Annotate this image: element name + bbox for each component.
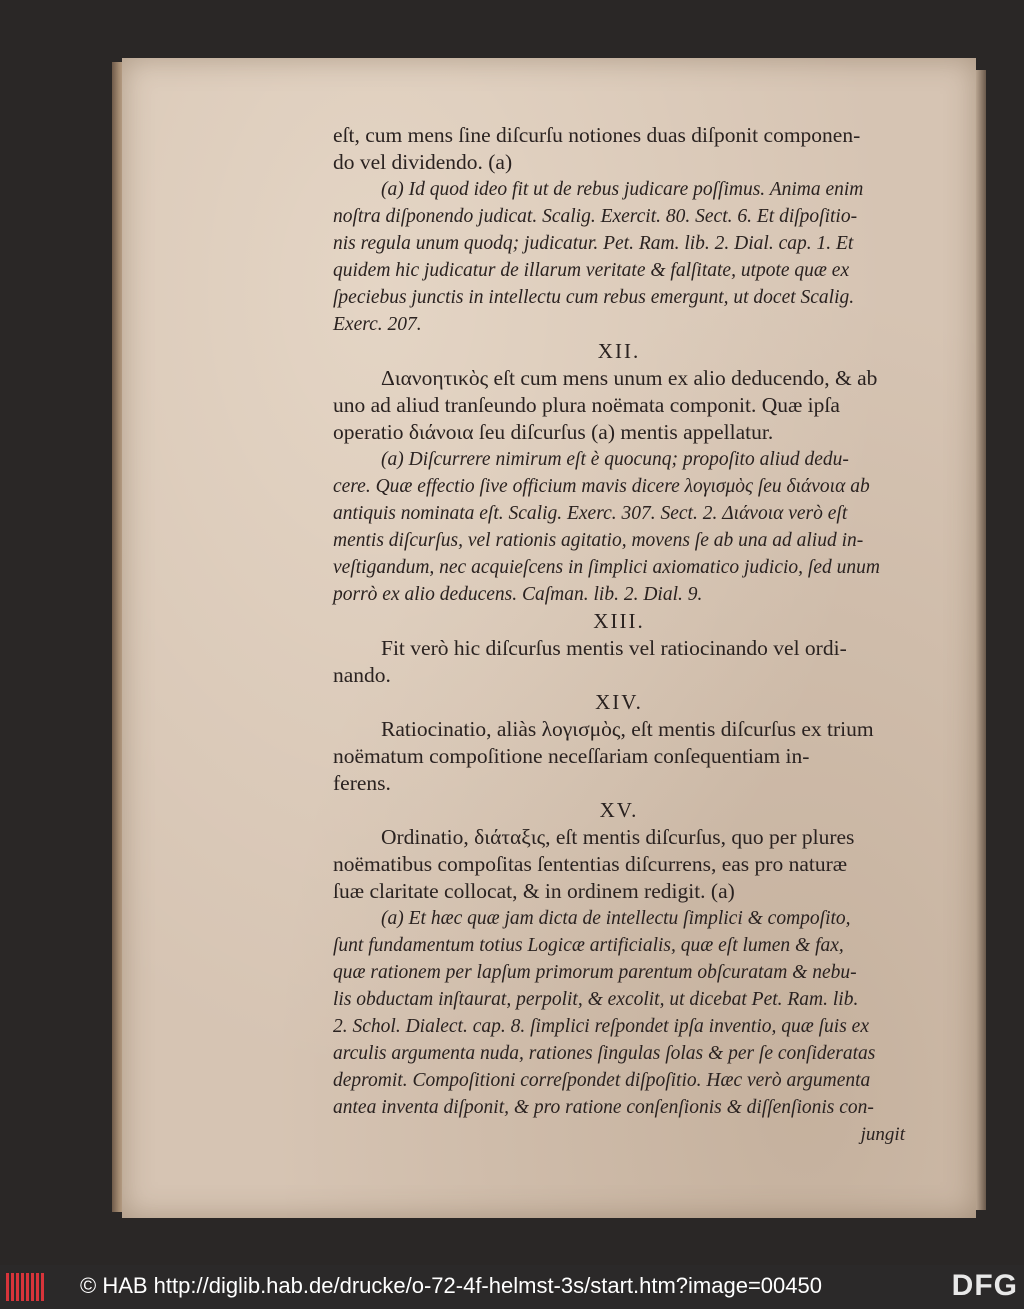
text-line: noëmatum compoſitione neceſſariam conſequentiam in- [333, 744, 810, 768]
text-line: do vel dividendo. (a) [333, 150, 513, 174]
note-line: veſtigandum, nec acquieſcens in ſimplici axiomatico judicio, ſed unum [333, 557, 880, 578]
page-right-edge [976, 70, 986, 1210]
note-line: 2. Schol. Dialect. cap. 8. ſimplici reſpondet ipſa inventio, quæ ſuis ex [333, 1016, 869, 1037]
note-line: cere. Quæ effectio ſive officium mavis dicere λογισμὸς ſeu διάνοια ab [333, 476, 870, 497]
note-line: antea inventa diſponit, & pro ratione conſenſionis & diſſenſionis con- [333, 1097, 874, 1118]
catchword: jungit [860, 1124, 905, 1145]
note-line: (a) Id quod ideo fit ut de rebus judicare poſſimus. Anima enim [381, 179, 864, 200]
text-line: operatio διάνοια ſeu diſcurſus (a) mentis appellatur. [333, 420, 774, 444]
note-line: quæ rationem per lapſum primorum parentum obſcuratam & nebu- [333, 962, 857, 983]
note-line: noſtra diſponendo judicat. Scalig. Exercit. 80. Sect. 6. Et diſpoſitio- [333, 206, 858, 227]
note-line: Exerc. 207. [333, 314, 422, 335]
note-line: depromit. Compoſitioni correſpondet diſpoſitio. Hæc verò argumenta [333, 1070, 871, 1091]
section-heading: XV. [599, 798, 639, 822]
note-line: nis regula unum quodq; judicatur. Pet. Ram. lib. 2. Dial. cap. 1. Et [333, 233, 854, 254]
text-line: uno ad aliud tranſeundo plura noëmata componit. Quæ ipſa [333, 393, 840, 417]
text-line: nando. [333, 663, 391, 687]
note-line: mentis diſcurſus, vel rationis agitatio, movens ſe ab una ad aliud in- [333, 530, 864, 551]
note-line: arculis argumenta nuda, rationes ſingulas ſolas & per ſe conſideratas [333, 1043, 876, 1064]
text-line: ſuæ claritate collocat, & in ordinem redigit. (a) [333, 879, 735, 903]
note-line: quidem hic judicatur de illarum veritate & falſitate, utpote quæ ex [333, 260, 850, 281]
note-line: porrò ex alio deducens. Caſman. lib. 2. Dial. 9. [333, 584, 703, 605]
text-line: Διανοητικὸς eſt cum mens unum ex alio deducendo, & ab [381, 366, 878, 390]
footer-credit[interactable]: © HAB http://diglib.hab.de/drucke/o-72-4f-helmst-3s/start.htm?image=00450 [80, 1273, 822, 1298]
note-line: ſunt fundamentum totius Logicæ artificialis, quæ eſt lumen & fax, [333, 935, 844, 956]
text-line: Ratiocinatio, aliàs λογισμὸς, eſt mentis diſcurſus ex trium [381, 717, 874, 741]
barcode-icon [6, 1273, 46, 1301]
text-line: eſt, cum mens ſine diſcurſu notiones duas diſponit componen- [333, 123, 861, 147]
section-heading: XIV. [595, 690, 643, 714]
section-heading: XII. [597, 339, 641, 363]
text-line: Ordinatio, διάταξις, eſt mentis diſcurſus, quo per plures [381, 825, 855, 849]
note-line: (a) Et hæc quæ jam dicta de intellectu ſimplici & compoſito, [381, 908, 851, 929]
text-line: noëmatibus compoſitas ſententias diſcurrens, eas pro naturæ [333, 852, 848, 876]
note-line: ſpeciebus junctis in intellectu cum rebus emergunt, ut docet Scalig. [333, 287, 855, 308]
note-line: antiquis nominata eſt. Scalig. Exerc. 307. Sect. 2. Διάνοια verò eſt [333, 503, 848, 524]
dfg-logo: DFG [951, 1269, 1018, 1302]
section-heading: XIII. [593, 609, 645, 633]
footer-bar [0, 1265, 1024, 1309]
note-line: (a) Diſcurrere nimirum eſt è quocunq; propoſito aliud dedu- [381, 449, 849, 470]
text-line: Fit verò hic diſcurſus mentis vel ratiocinando vel ordi- [381, 636, 847, 660]
text-line: ferens. [333, 771, 391, 795]
page-text [333, 122, 905, 1148]
note-line: lis obductam inſtaurat, perpolit, & excolit, ut dicebat Pet. Ram. lib. [333, 989, 859, 1010]
